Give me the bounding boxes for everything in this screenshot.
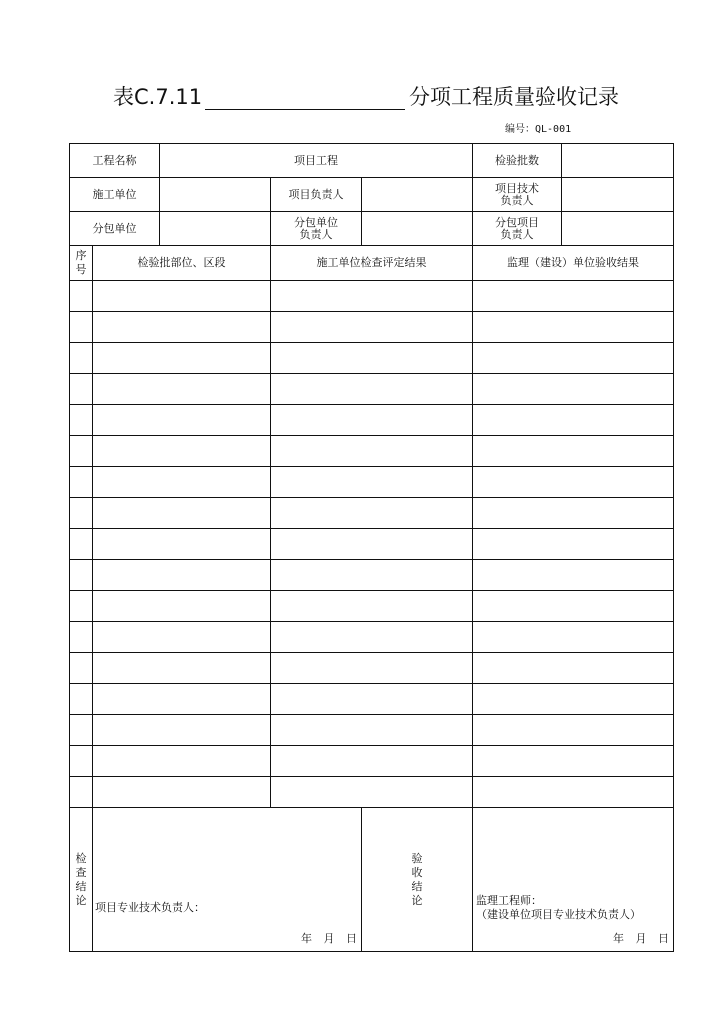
- row-seq-cell[interactable]: [70, 591, 93, 622]
- subcontract-project-manager-label-line2: 负责人: [500, 227, 534, 241]
- column-header-seq-text: 序号: [75, 249, 87, 276]
- row-seq-cell[interactable]: [70, 436, 93, 467]
- column-header-location: 检验批部位、区段: [93, 246, 271, 281]
- subcontract-unit-manager-label: [271, 212, 362, 246]
- conclusion-row: [70, 808, 674, 952]
- row-seq-cell[interactable]: [70, 622, 93, 653]
- row-seq-cell[interactable]: [70, 715, 93, 746]
- row-seq-cell[interactable]: [70, 343, 93, 374]
- row-seq-cell[interactable]: [70, 405, 93, 436]
- row-contractor-result-cell[interactable]: [271, 653, 473, 684]
- row-seq-cell[interactable]: [70, 653, 93, 684]
- row-supervisor-result-cell[interactable]: [473, 405, 674, 436]
- row-supervisor-result-cell[interactable]: [473, 281, 674, 312]
- row-contractor-result-cell[interactable]: [271, 529, 473, 560]
- inspection-conclusion-label: [70, 808, 93, 952]
- row-supervisor-result-cell[interactable]: [473, 467, 674, 498]
- inspection-conclusion-field[interactable]: [93, 808, 362, 952]
- inspection-batch-count-field[interactable]: [562, 144, 674, 178]
- table-row: [70, 715, 674, 746]
- row-supervisor-result-cell[interactable]: [473, 343, 674, 374]
- acceptance-date: 年 月 日: [613, 932, 669, 945]
- row-contractor-result-cell[interactable]: [271, 560, 473, 591]
- subcontract-unit-manager-field[interactable]: [362, 212, 473, 246]
- acceptance-signer-line1: 监理工程师：: [476, 894, 542, 907]
- acceptance-conclusion-label: [362, 808, 473, 952]
- row-contractor-result-cell[interactable]: [271, 777, 473, 808]
- table-row: [70, 653, 674, 684]
- row-location-cell[interactable]: [93, 653, 271, 684]
- row-seq-cell[interactable]: [70, 467, 93, 498]
- table-row: [70, 746, 674, 777]
- record-rows: [70, 281, 674, 808]
- construction-unit-label: 施工单位: [70, 178, 160, 212]
- row-seq-cell[interactable]: [70, 684, 93, 715]
- row-supervisor-result-cell[interactable]: [473, 374, 674, 405]
- row-contractor-result-cell[interactable]: [271, 281, 473, 312]
- serial-label: 编号：: [505, 124, 535, 135]
- row-supervisor-result-cell[interactable]: [473, 560, 674, 591]
- row-contractor-result-cell[interactable]: [271, 405, 473, 436]
- row-contractor-result-cell[interactable]: [271, 467, 473, 498]
- table-row: [70, 312, 674, 343]
- subcontract-unit-row: [70, 212, 674, 246]
- row-supervisor-result-cell[interactable]: [473, 498, 674, 529]
- project-tech-manager-label-line2: 负责人: [500, 193, 534, 207]
- row-location-cell[interactable]: [93, 560, 271, 591]
- project-name-value[interactable]: 项目工程: [160, 144, 473, 178]
- row-location-cell[interactable]: [93, 312, 271, 343]
- table-row: [70, 405, 674, 436]
- row-supervisor-result-cell[interactable]: [473, 746, 674, 777]
- row-location-cell[interactable]: [93, 281, 271, 312]
- row-location-cell[interactable]: [93, 777, 271, 808]
- row-seq-cell[interactable]: [70, 281, 93, 312]
- row-contractor-result-cell[interactable]: [271, 343, 473, 374]
- row-supervisor-result-cell[interactable]: [473, 591, 674, 622]
- quality-record-table: [69, 143, 674, 952]
- row-location-cell[interactable]: [93, 715, 271, 746]
- row-contractor-result-cell[interactable]: [271, 746, 473, 777]
- row-contractor-result-cell[interactable]: [271, 622, 473, 653]
- row-seq-cell[interactable]: [70, 560, 93, 591]
- table-row: [70, 498, 674, 529]
- construction-unit-row: [70, 178, 674, 212]
- table-row: [70, 684, 674, 715]
- table-row: [70, 560, 674, 591]
- project-manager-label: 项目负责人: [271, 178, 362, 212]
- row-contractor-result-cell[interactable]: [271, 684, 473, 715]
- inspection-batch-count-label: 检验批数: [473, 144, 562, 178]
- row-location-cell[interactable]: [93, 622, 271, 653]
- project-manager-field[interactable]: [362, 178, 473, 212]
- row-location-cell[interactable]: [93, 374, 271, 405]
- acceptance-conclusion-label-text: 验收结论: [411, 851, 423, 907]
- subcontract-unit-field[interactable]: [160, 212, 271, 246]
- project-name-row: [70, 144, 674, 178]
- row-contractor-result-cell[interactable]: [271, 591, 473, 622]
- row-supervisor-result-cell[interactable]: [473, 777, 674, 808]
- row-supervisor-result-cell[interactable]: [473, 653, 674, 684]
- serial-value: QL-001: [535, 124, 572, 135]
- row-location-cell[interactable]: [93, 405, 271, 436]
- column-header-row: [70, 246, 674, 281]
- serial-number: [505, 120, 571, 135]
- table-row: [70, 436, 674, 467]
- table-row: [70, 622, 674, 653]
- row-location-cell[interactable]: [93, 529, 271, 560]
- acceptance-conclusion-field[interactable]: [473, 808, 674, 952]
- inspection-signer-label: 项目专业技术负责人：: [95, 901, 205, 914]
- table-row: [70, 529, 674, 560]
- row-seq-cell[interactable]: [70, 746, 93, 777]
- column-header-supervisor-result: 监理（建设）单位验收结果: [473, 246, 674, 281]
- row-seq-cell[interactable]: [70, 777, 93, 808]
- subcontract-project-manager-label: [473, 212, 562, 246]
- subcontract-unit-manager-label-line1: 分包单位: [294, 215, 338, 229]
- inspection-conclusion-label-text: 检查结论: [75, 851, 87, 907]
- row-contractor-result-cell[interactable]: [271, 374, 473, 405]
- construction-unit-field[interactable]: [160, 178, 271, 212]
- row-supervisor-result-cell[interactable]: [473, 684, 674, 715]
- title-blank-line[interactable]: [205, 109, 405, 110]
- project-tech-manager-label-line1: 项目技术: [495, 181, 539, 195]
- form-code: 表C.7.11: [113, 85, 203, 109]
- project-tech-manager-field[interactable]: [562, 178, 674, 212]
- row-seq-cell[interactable]: [70, 529, 93, 560]
- project-name-label: 工程名称: [70, 144, 160, 178]
- row-location-cell[interactable]: [93, 746, 271, 777]
- subcontract-unit-manager-label-line2: 负责人: [299, 227, 333, 241]
- subcontract-unit-label: 分包单位: [70, 212, 160, 246]
- subcontract-project-manager-field[interactable]: [562, 212, 674, 246]
- row-supervisor-result-cell[interactable]: [473, 312, 674, 343]
- acceptance-signer-label: [476, 894, 641, 922]
- row-supervisor-result-cell[interactable]: [473, 529, 674, 560]
- row-seq-cell[interactable]: [70, 374, 93, 405]
- row-location-cell[interactable]: [93, 467, 271, 498]
- row-seq-cell[interactable]: [70, 312, 93, 343]
- row-supervisor-result-cell[interactable]: [473, 715, 674, 746]
- row-location-cell[interactable]: [93, 436, 271, 467]
- row-contractor-result-cell[interactable]: [271, 436, 473, 467]
- acceptance-signer-line2: （建设单位项目专业技术负责人）: [476, 908, 641, 921]
- project-tech-manager-label: [473, 178, 562, 212]
- row-location-cell[interactable]: [93, 343, 271, 374]
- column-header-contractor-result: 施工单位检查评定结果: [271, 246, 473, 281]
- form-title: [113, 82, 633, 114]
- subcontract-project-manager-label-line1: 分包项目: [495, 215, 539, 229]
- inspection-date: 年 月 日: [301, 932, 357, 945]
- row-contractor-result-cell[interactable]: [271, 498, 473, 529]
- row-location-cell[interactable]: [93, 498, 271, 529]
- row-contractor-result-cell[interactable]: [271, 312, 473, 343]
- row-location-cell[interactable]: [93, 684, 271, 715]
- row-seq-cell[interactable]: [70, 498, 93, 529]
- form-title-text: 分项工程质量验收记录: [409, 85, 619, 109]
- column-header-seq: [70, 246, 93, 281]
- table-row: [70, 591, 674, 622]
- row-location-cell[interactable]: [93, 591, 271, 622]
- row-contractor-result-cell[interactable]: [271, 715, 473, 746]
- row-supervisor-result-cell[interactable]: [473, 436, 674, 467]
- table-row: [70, 467, 674, 498]
- table-row: [70, 281, 674, 312]
- table-row: [70, 374, 674, 405]
- table-row: [70, 777, 674, 808]
- table-row: [70, 343, 674, 374]
- row-supervisor-result-cell[interactable]: [473, 622, 674, 653]
